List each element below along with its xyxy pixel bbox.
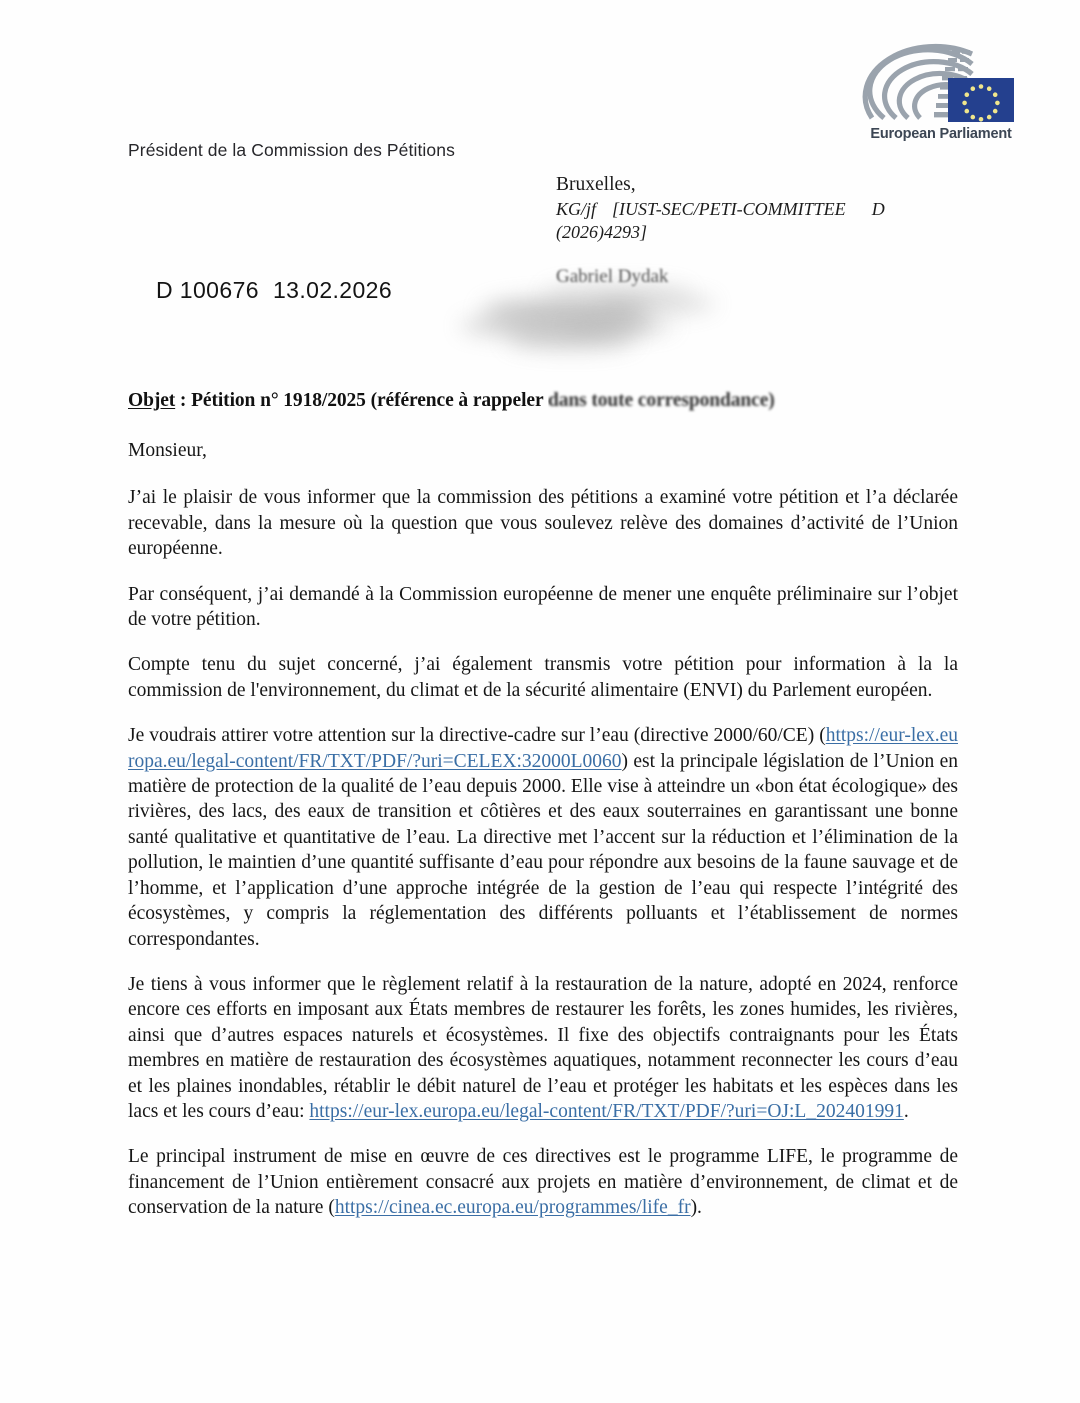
life-text-after: ). (690, 1197, 702, 1219)
subject-separator: : (175, 390, 192, 411)
sender-title: Président de la Commission des Pétitions (128, 140, 455, 160)
ref-initials: KG/jf (556, 198, 597, 219)
paragraph-admissibility: J’ai le plaisir de vous informer que la commission des pétitions a examiné votre pétition et l’a déclarée recevable, dans la mesure où la question que vous soulevez relève des domaines d’activité de l’Union européenne. (128, 487, 958, 560)
recipient-block (556, 266, 856, 288)
wfd-text-after: ) est la principale législation de l’Union en matière de protection de la qualité de l’eau depuis 2000. Elle vise à atteindre un «bon état écologique» des rivières, des lacs, des eaux de transition et côtières et des eaux souterraines en garantissant une bonne santé qualitative et quantitative de l’eau. La directive met l’accent sur la réduction et l’élimination de la pollution, le maintien d’une quantité suffisante d’eau pour répondre aux besoins de la faune sauvage et de l’homme, et l’application d’une approche intégrée de la gestion de l’eau qui respecte l’intégrité des écosystèmes, y compris la réglementation des différents polluants et l’établissement de normes correspondantes. (128, 750, 958, 950)
document-date: 13.02.2026 (272, 277, 393, 303)
link-oj-l-202401991[interactable]: https://eur-lex.europa.eu/legal-content/FR/TXT/PDF/?uri=OJ:L_202401991 (309, 1100, 904, 1122)
wfd-text-before: Je voudrais attirer votre attention sur la directive-cadre sur l’eau (directive 2000/60/CE) ( (128, 725, 826, 747)
paragraph-life-programme (128, 1144, 958, 1220)
ref-code-main: [IUST-SEC/PETI-COMMITTEE (612, 198, 846, 219)
paragraph-commission-request: Par conséquent, j’ai demandé à la Commission européenne de mener une enquête préliminaire sur l’objet de votre pétition. (128, 583, 958, 631)
eu-flag-icon (948, 78, 1014, 122)
subject-text: Pétition n° 1918/2025 (référence à rappeler dans toute correspondance) (191, 390, 775, 411)
document-number-and-date (156, 277, 392, 304)
link-cinea-life[interactable]: https://cinea.ec.europa.eu/programmes/life_fr (334, 1197, 691, 1219)
letter-body (128, 390, 958, 1221)
document-number: D 100676 (156, 277, 259, 303)
salutation: Monsieur, (128, 440, 207, 461)
link-celex-32000l0060[interactable]: https://eur-lex.europa.eu/legal-content/FR/TXT/PDF/?uri=CELEX:32000L0060 (128, 725, 958, 772)
ref-code-year: (2026)4293] (556, 222, 647, 243)
nature-text-before: Je tiens à vous informer que le règlement relatif à la restauration de la nature, adopté en 2024, renforce encore ces efforts en imposant aux États membres de restaurer les forêts, les zones humides, les rivières, ainsi que d’autres espaces naturels et écosystèmes. Il fixe des objectifs contraignants pour les États membres en matière de restauration des écosystèmes aquatiques, notamment reconnecter les cours d’eau et les plaines inondables, rétablir le débit naturel de l’eau et protéger les habitats et les espèces dans les lacs et les cours d’eau: (128, 973, 958, 1122)
ep-hemicycle-and-flag-icon (862, 42, 1018, 126)
recipient-name: Gabriel Dydak (556, 266, 669, 287)
reference-block (556, 172, 956, 245)
ep-wordmark: European Parliament (870, 126, 1012, 142)
life-text-before: Le principal instrument de mise en œuvre de ces directives est le programme LIFE, le programme de financement de l’Union entièrement consacré aux projets en matière d’environnement, de climat et de conservation de la nature ( (128, 1146, 958, 1219)
internal-reference-line (556, 198, 956, 245)
subject-label: Objet (128, 390, 176, 411)
redacted-address-blur (446, 284, 776, 366)
ref-code-d: D (871, 198, 885, 219)
subject-line (128, 390, 958, 412)
european-parliament-logo (862, 42, 1018, 154)
place-line: Bruxelles, (556, 174, 636, 195)
paragraph-nature-restoration (128, 972, 958, 1124)
nature-text-after: . (903, 1100, 909, 1122)
paragraph-envi-forward: Compte tenu du sujet concerné, j’ai également transmis votre pétition pour information à la la commission de l'environnement, du climat et de la sécurité alimentaire (ENVI) du Parlement européen. (128, 654, 958, 701)
paragraph-water-framework-directive (128, 723, 958, 952)
